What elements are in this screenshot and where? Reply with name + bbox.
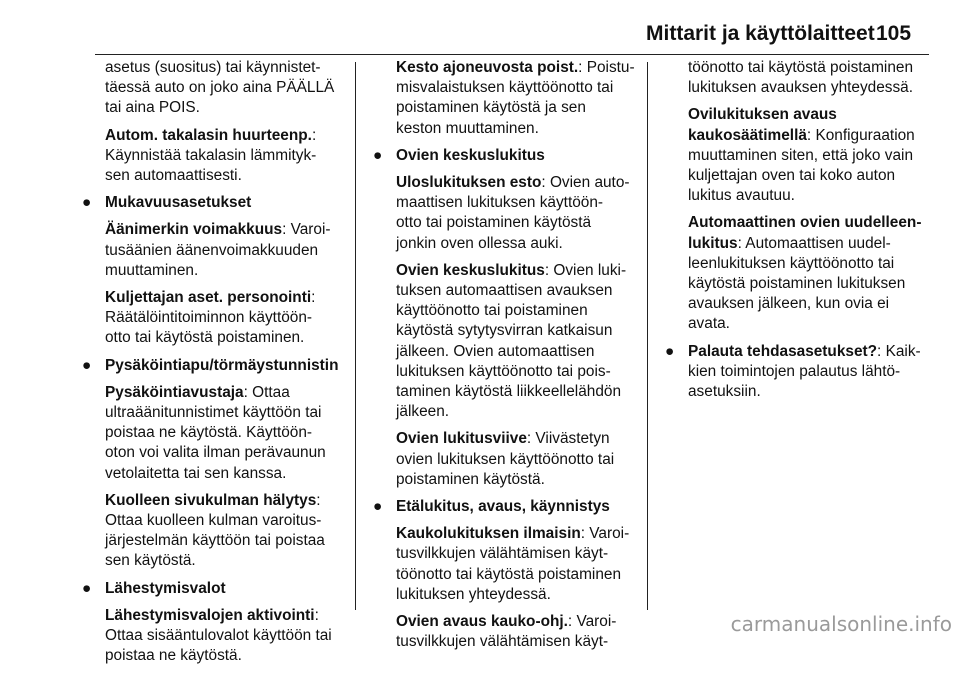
paragraph [105,383,344,484]
column-divider-2 [647,62,648,610]
bullet-title: Ovien keskuslukitus [396,146,545,164]
description: : Varoi- tusvilkkujen välähtämisen käyt- [396,613,617,651]
bullet-item [665,342,927,403]
bullet-item [82,193,344,213]
bullet-icon: ● [665,342,675,360]
paragraph [105,491,344,572]
bullet-title: Mukavuusasetukset [105,194,252,212]
bullet-title: Palauta tehdasasetukset? [688,342,878,360]
bullet-item [82,356,344,376]
description: : Varoi- tusäänien äänenvoimakkuuden muuttaminen. [105,221,331,279]
term: Äänimerkin voimakkuus [105,221,283,239]
description: : Ovien luki- tuksen automaattisen avauksen käyttöönotto tai poistaminen käytöstä sytytysvirran katkaisun jälkeen. Ovien automaattisen lukituksen käyttöönotto tai pois- taminen käytöstä liikkeellelähdön jälkeen. [396,261,627,421]
term: Lähestymisvalojen aktivointi [105,606,315,624]
paragraph [396,524,635,605]
bullet-item [373,146,635,166]
page-header-title: Mittarit ja käyttölaitteet [646,22,875,45]
paragraph [105,220,344,281]
term: Ovilukituksen avaus kaukosäätimellä [688,106,837,144]
column-2 [373,58,635,659]
description: : Ottaa sisääntulovalot käyttöön tai poistaa ne käytöstä. [105,606,332,665]
paragraph [688,213,927,334]
bullet-title: Pysäköintiapu/törmäystunnistin [105,356,339,374]
term: Automaattinen ovien uudelleen- lukitus [688,214,922,252]
paragraph [105,126,344,187]
bullet-icon: ● [82,356,92,374]
term: Kuolleen sivukulman hälytys [105,491,317,509]
bullet-icon: ● [82,194,92,212]
term: Ovien avaus kauko-ohj. [396,613,568,631]
term: Ovien lukitusviive [396,430,527,448]
header-divider [95,54,929,55]
watermark-logo: carmanualsonline.info [730,612,952,636]
paragraph [396,429,635,490]
term: Autom. takalasin huurteenp. [105,126,312,144]
description: : Poistu- misvalaistuksen käyttöönotto tai poistaminen käytöstä ja sen keston muuttaminen. [396,59,635,137]
paragraph [396,173,635,254]
description: : Varoi- tusvilkkujen välähtämisen käyt- töönotto tai käytöstä poistaminen lukituksen yhteydessä. [396,525,630,603]
bullet-item [82,579,344,599]
paragraph [396,261,635,423]
paragraph-continuation: asetus (suositus) tai käynnistet- täessä auto on joko aina PÄÄLLÄ tai aina POIS. [105,59,335,117]
page-number: 105 [876,22,912,45]
paragraph [396,58,635,139]
term: Ovien keskuslukitus [396,261,545,279]
description: : Konfiguraation muuttaminen siten, että joko vain kuljettajan oven tai koko auton lukitus avautuu. [688,126,915,205]
description: : Ottaa ultraäänitunnistimet käyttöön tai poistaa ne käytöstä. Käyttöön- oton voi valita ilman perävaunun vetolaitetta tai sen kanssa. [105,383,326,482]
term: Pysäköintiavustaja [105,383,244,401]
term: Kuljettajan aset. personointi [105,289,312,307]
bullet-title: Lähestymisvalot [105,579,226,597]
term: Kesto ajoneuvosta poist. [396,59,579,76]
description: : Automaattisen uudel- leenlukituksen käyttöönotto tai käytöstä poistaminen lukituksen avauksen jälkeen, kun ovia ei avata. [688,234,906,333]
description: : Viivästetyn ovien lukituksen käyttöönotto tai poistaminen käytöstä. [396,430,615,488]
bullet-content [688,342,921,403]
description: : Ovien auto- maattisen lukituksen käyttöön- otto tai poistaminen käytöstä jonkin oven ollessa auki. [396,174,630,252]
description: : Käynnistää takalasin lämmityk- sen automaattisesti. [105,126,317,185]
bullet-icon: ● [82,579,92,597]
column-3 [665,58,927,409]
description: : Kaik- kien toimintojen palautus lähtö- asetuksiin. [688,342,921,401]
paragraph [688,105,927,206]
column-1 [82,58,344,673]
description: : Räätälöintitoiminnon käyttöön- otto tai käytöstä poistaminen. [105,289,316,347]
paragraph-continuation: töönotto tai käytöstä poistaminen lukituksen avauksen yhteydessä. [688,59,914,97]
paragraph [105,606,344,667]
bullet-icon: ● [373,498,383,516]
bullet-title: Etälukitus, avaus, käynnistys [396,498,610,516]
bullet-icon: ● [373,146,383,164]
description: : Ottaa kuolleen kulman varoitus- järjestelmän käyttöön tai poistaa sen käytöstä. [105,491,325,570]
term: Kaukolukituksen ilmaisin [396,525,581,543]
bullet-item [373,497,635,517]
paragraph [396,612,635,652]
term: Uloslukituksen esto [396,174,542,192]
paragraph [105,288,344,349]
column-divider-1 [355,62,356,610]
